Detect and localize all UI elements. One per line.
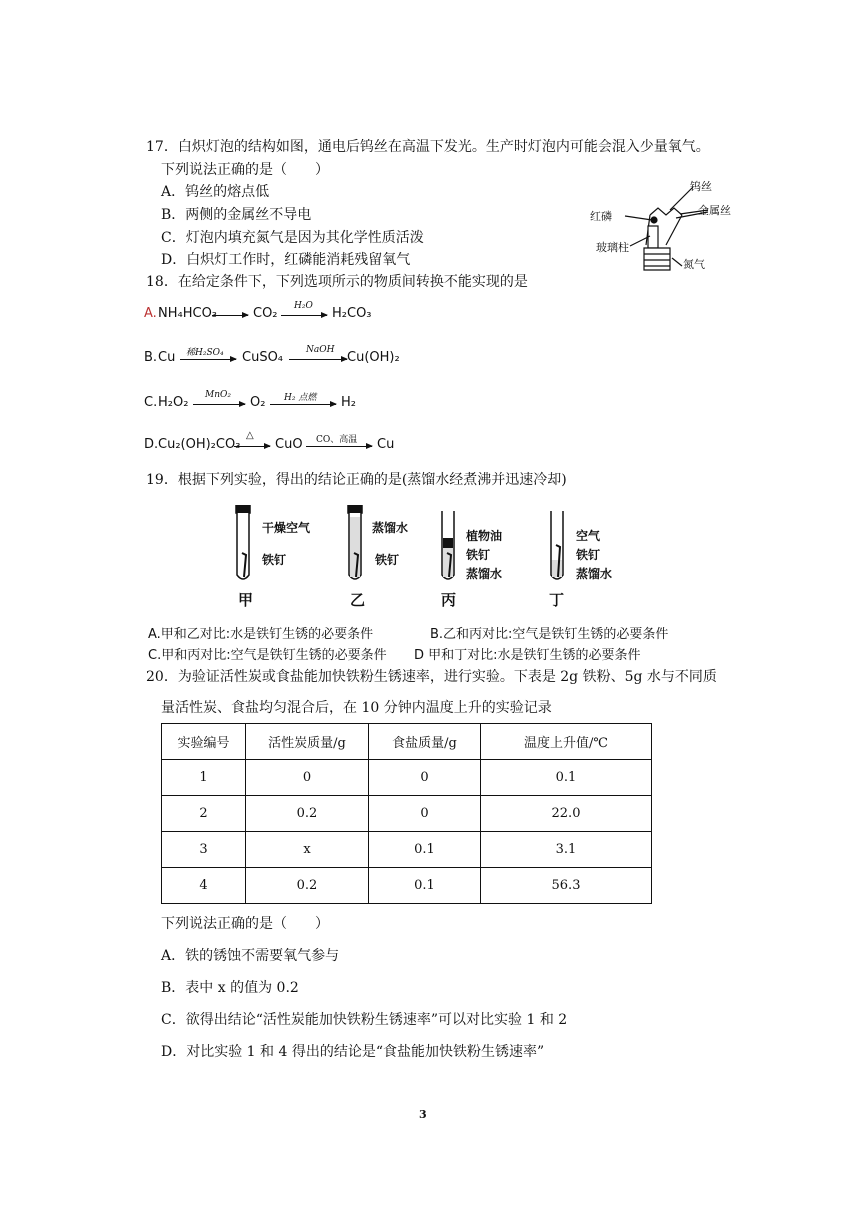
- table-header: 活性炭质量/g: [246, 724, 369, 760]
- q18-c-cond2: H₂ 点燃: [284, 393, 317, 403]
- q19-option-a: A.甲和乙对比:水是铁钉生锈的必要条件: [148, 627, 374, 642]
- q19-option-b: B.乙和丙对比:空气是铁钉生锈的必要条件: [430, 627, 669, 642]
- bulb-figure: [580, 170, 750, 280]
- q18-b-arrow1: [180, 359, 236, 360]
- table-row: [162, 796, 652, 832]
- q18-a-cond2: H₂O: [294, 301, 313, 311]
- label-tungsten: 钨丝: [690, 180, 712, 193]
- experiment-table: [161, 723, 652, 904]
- q19-option-c: C.甲和丙对比:空气是铁钉生锈的必要条件: [148, 648, 387, 663]
- q18-c-s1: H₂O₂: [158, 395, 189, 410]
- q18-d-letter: D.: [144, 437, 159, 452]
- q18-d-s3: Cu: [377, 437, 395, 452]
- q19-stem: 19．根据下列实验，得出的结论正确的是(蒸馏水经煮沸并迅速冷却): [146, 472, 567, 488]
- table-row: [162, 760, 652, 796]
- q19-option-d: D 甲和丁对比:水是铁钉生锈的必要条件: [414, 648, 641, 663]
- tube2-label-water: 蒸馏水: [372, 521, 409, 535]
- table-cell: x: [246, 832, 369, 868]
- q20-option-d: D．对比实验 1 和 4 得出的结论是“食盐能加快铁粉生锈速率”: [161, 1044, 545, 1060]
- label-metal-wire: 金属丝: [698, 204, 731, 217]
- table-cell: 0: [246, 760, 369, 796]
- q18-a-s1: NH₄HCO₃: [158, 306, 218, 321]
- q17-option-b: B．两侧的金属丝不导电: [161, 207, 312, 223]
- q18-c-arrow2: [270, 404, 336, 405]
- q17-option-a: A．钨丝的熔点低: [161, 184, 270, 200]
- q17-stem-line2: 下列说法正确的是（ ）: [161, 162, 329, 178]
- table-cell: 4: [162, 868, 246, 904]
- table-cell: 2: [162, 796, 246, 832]
- tube3-name: 丙: [441, 591, 457, 609]
- table-header-row: [162, 724, 652, 760]
- q18-d-arrow2: [306, 446, 372, 447]
- page-number: 3: [419, 1108, 427, 1121]
- tube4-label-water: 蒸馏水: [576, 567, 613, 581]
- tube4-label-nail: 铁钉: [576, 548, 601, 562]
- q20-stem-line2: 量活性炭、食盐均匀混合后，在 10 分钟内温度上升的实验记录: [161, 700, 552, 716]
- q18-a-arrow1: [212, 315, 248, 316]
- tube3-label-oil: 植物油: [466, 529, 503, 543]
- q18-b-cond2: NaOH: [306, 345, 335, 355]
- q20-option-a: A．铁的锈蚀不需要氧气参与: [161, 948, 340, 964]
- tube4-name: 丁: [549, 591, 565, 609]
- tube1-label-air: 干燥空气: [262, 521, 311, 535]
- table-cell: 0.1: [481, 760, 652, 796]
- tube1-label-nail: 铁钉: [262, 553, 287, 567]
- q20-stem-line1: 20．为验证活性炭或食盐能加快铁粉生锈速率，进行实验。下表是 2g 铁粉、5g 水与不同质: [146, 669, 717, 685]
- q18-stem: 18．在给定条件下，下列选项所示的物质间转换不能实现的是: [146, 274, 528, 290]
- tube2-name: 乙: [350, 591, 366, 609]
- label-nitrogen: 氮气: [683, 258, 705, 271]
- table-cell: 3.1: [481, 832, 652, 868]
- q17-option-d: D．白炽灯工作时，红磷能消耗残留氧气: [161, 252, 411, 268]
- table-cell: 0.2: [246, 868, 369, 904]
- q20-prompt: 下列说法正确的是（ ）: [161, 916, 329, 932]
- table-cell: 0: [369, 796, 481, 832]
- table-cell: 0.1: [369, 868, 481, 904]
- q18-b-s3: Cu(OH)₂: [347, 350, 400, 365]
- tube1-name: 甲: [238, 591, 254, 609]
- table-cell: 0: [369, 760, 481, 796]
- table-cell: 56.3: [481, 868, 652, 904]
- q18-b-arrow2: [289, 359, 347, 360]
- q18-a-s3: H₂CO₃: [332, 306, 372, 321]
- q18-d-s2: CuO: [275, 437, 303, 452]
- q18-c-s2: O₂: [250, 395, 266, 410]
- tube2-label-nail: 铁钉: [375, 553, 400, 567]
- q18-d-cond1: △: [246, 430, 254, 441]
- table-cell: 0.1: [369, 832, 481, 868]
- q20-option-b: B．表中 x 的值为 0.2: [161, 980, 299, 996]
- table-header: 实验编号: [162, 724, 246, 760]
- q18-c-letter: C.: [144, 395, 158, 410]
- q18-b-s2: CuSO₄: [242, 350, 284, 365]
- table-cell: 1: [162, 760, 246, 796]
- q18-c-s3: H₂: [341, 395, 356, 410]
- table-cell: 22.0: [481, 796, 652, 832]
- tube3-label-nail: 铁钉: [466, 548, 491, 562]
- q18-a-letter: A.: [144, 306, 157, 321]
- q18-a-s2: CO₂: [253, 306, 278, 321]
- q20-option-c: C．欲得出结论“活性炭能加快铁粉生锈速率”可以对比实验 1 和 2: [161, 1012, 568, 1028]
- table-row: [162, 868, 652, 904]
- label-glass-post: 玻璃柱: [596, 241, 629, 254]
- table-header: 温度上升值/℃: [481, 724, 652, 760]
- q18-a-arrow2: [281, 315, 327, 316]
- q18-c-arrow1: [193, 404, 245, 405]
- q18-d-arrow1: [234, 446, 270, 447]
- tube4-label-air: 空气: [576, 529, 601, 543]
- tube3-label-water: 蒸馏水: [466, 567, 503, 581]
- table-cell: 3: [162, 832, 246, 868]
- q18-d-cond2: CO、高温: [316, 435, 358, 445]
- q17-stem-line1: 17．白炽灯泡的结构如图，通电后钨丝在高温下发光。生产时灯泡内可能会混入少量氧气。: [146, 139, 710, 155]
- table-cell: 0.2: [246, 796, 369, 832]
- table-row: [162, 832, 652, 868]
- q18-b-s1: Cu: [158, 350, 176, 365]
- q18-b-letter: B.: [144, 350, 158, 365]
- q18-d-s1: Cu₂(OH)₂CO₃: [158, 437, 241, 452]
- q18-c-cond1: MnO₂: [205, 390, 231, 400]
- table-header: 食盐质量/g: [369, 724, 481, 760]
- q18-b-cond1: 稀H₂SO₄: [186, 348, 224, 358]
- test-tubes-figure: [228, 505, 628, 585]
- q17-option-c: C．灯泡内填充氮气是因为其化学性质活泼: [161, 230, 424, 246]
- label-red-phosphorus: 红磷: [590, 210, 612, 223]
